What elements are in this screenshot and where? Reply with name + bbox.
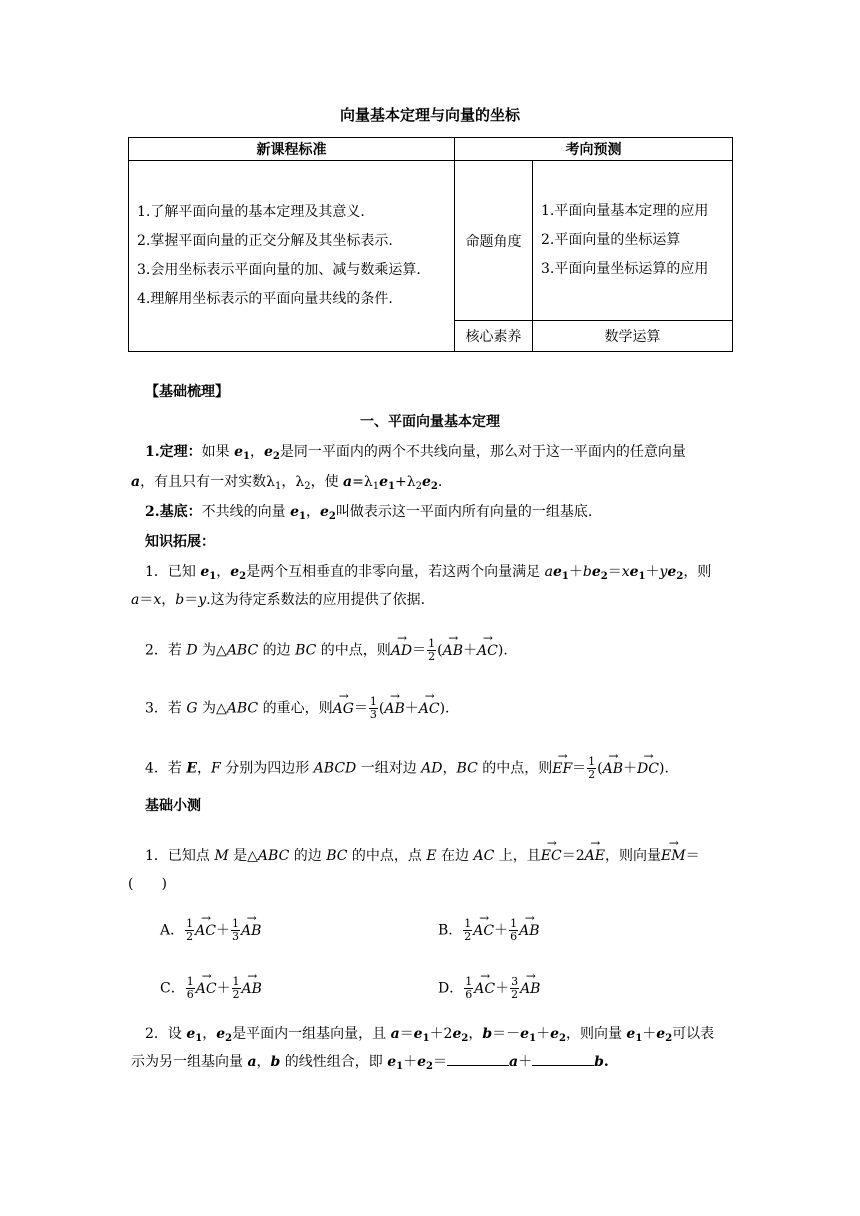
header-forecast: 考向预测 [455,138,733,161]
core-value: 数学运算 [533,321,733,352]
theorem-line-2: a，有且只有一对实数$\lambda_1$，$\lambda_2$，使 $a=\lambda_1e_1+\lambda_2e_2$. [131,474,443,492]
basis-definition: 2.基底：不共线的向量 $e_1$，$e_2$叫做表示这一平面内所有向量的一组基底. [145,504,593,522]
question-2-line-1: 2．设 $e_1$，$e_2$是平面内一组基向量，且 $a=e_1+2e_2$，$b=-e_1+e_2$，则向量 $e_1+e_2$可以表 [145,1026,715,1044]
extension-3: 3．若 G 为△ABC 的重心，则→ AG＝ $\frac{1}{3}$ (→ AB＋→ AC). [145,696,745,721]
quiz-label: 基础小测 [145,798,201,814]
question-2-line-2: 示为另一组基向量 a，b 的线性组合，即 $e_1+e_2= a+ b$. [131,1054,609,1072]
option-c[interactable]: C． $\frac{1}{6}$ → AC＋ $\frac{1}{2}$ → AB [160,976,420,1001]
theorem-line-1: 1.定理：如果 $e_1$，$e_2$是同一平面内的两个不共线向量，那么对于这一平面内的任意向量 [145,444,686,462]
angle-item: 2.平面向量的坐标运算 [541,232,681,248]
angle-item: 3.平面向量坐标运算的应用 [541,261,709,277]
answer-paren: ( ) [128,876,167,892]
answer-blank-1[interactable] [447,1053,509,1066]
standard-item: 2.掌握平面向量的正交分解及其坐标表示. [137,233,393,249]
extension-1-line-1: 1．已知 $e_1$，$e_2$是两个互相垂直的非零向量，若这两个向量满足 $ae_1+be_2=xe_1+ye_2$，则 [145,564,712,582]
angle-item: 1.平面向量基本定理的应用 [541,203,709,219]
section-label: 【基础梳理】 [145,384,229,400]
standard-item: 4.理解用坐标表示的平面向量共线的条件. [137,291,393,307]
header-new-standard: 新课程标准 [129,138,455,161]
angles-cell [533,161,733,321]
heading-basic-theorem: 一、平面向量基本定理 [360,414,500,430]
standard-item: 3.会用坐标表示平面向量的加、减与数乘运算. [137,262,421,278]
option-a[interactable]: A． $\frac{1}{2}$ → AC＋ $\frac{1}{3}$ → AB [160,918,420,943]
extension-4: 4．若 E，F 分别为四边形 ABCD 一组对边 AD，BC 的中点，则→ EF＝ $\frac{1}{2}$ (→ AB＋→ DC). [145,756,735,781]
page-title: 向量基本定理与向量的坐标 [339,106,520,124]
standards-table [128,137,733,352]
option-d[interactable]: D． $\frac{1}{6}$ → AC＋ $\frac{3}{2}$ → AB [438,976,698,1001]
question-1: 1．已知点 M 是△ABC 的边 BC 的中点，点 E 在边 AC 上，且→ EC＝2→ AE，则向量→ EM＝ [145,846,735,866]
extension-1-line-2: a＝x，b＝y.这为待定系数法的应用提供了依据. [131,592,426,608]
core-label: 核心素养 [455,321,533,352]
extension-label: 知识拓展： [145,534,215,550]
standards-cell [129,161,455,352]
extension-2: 2．若 D 为△ABC 的边 BC 的中点，则→ AD＝ $\frac{1}{2}$ (→ AB＋→ AC). [145,638,745,663]
option-b[interactable]: B． $\frac{1}{2}$ → AC＋ $\frac{1}{6}$ → AB [438,918,698,943]
standard-item: 1.了解平面向量的基本定理及其意义. [137,204,365,220]
angle-label: 命题角度 [455,161,533,321]
answer-blank-2[interactable] [532,1053,594,1066]
